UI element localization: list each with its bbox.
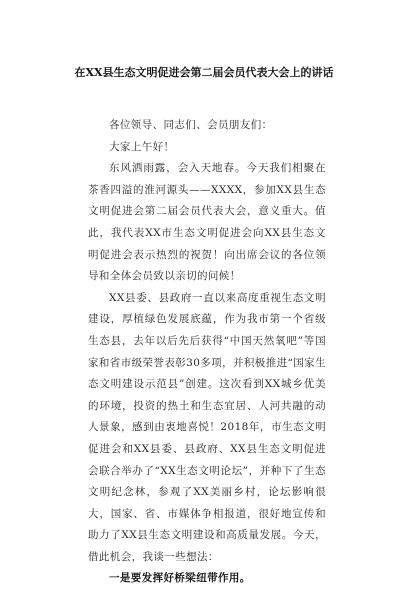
greeting-paragraph: 大家上午好！ (109, 140, 175, 153)
document-body (88, 115, 326, 590)
background-paragraph: XX县委、县政府一直以来高度重视生态文明建设，厚植绿色发展底蕴，作为我市第一个省级生态县，去年以后先后获得“中国天然氧吧”等国家和省市级荣誉表彰30多项，并积极推进“国家生态文明建设示范县”创建。这次看到XX城乡优美的环境，投资的热土和生态宜居、人河共融的动人景象，感到由衷地喜悦！2018年，市生态文明促进会和XX县委、县政府、XX县生态文明促进会联合举办了“XX生态文明论坛”，并种下了生态文明纪念林，参观了XX美丽乡村，论坛影响很大，国家、省、市媒体争相报道，很好地宣传和助力了XX县生态文明建设和高质量发展。今天，借此机会，我谈一些想法： (88, 291, 326, 563)
opening-paragraph: 东风洒雨露，会入天地春。今天我们相聚在茶香四溢的淮河源头——XXXX，参加XX县生态文明促进会第二届会员代表大会，意义重大。值此，我代表XX市生态文明促进会向XX县生态文明促进会表示热烈的祝贺！向出席会议的各位领导和全体会员致以亲切的问候！ (88, 162, 326, 283)
salutation-paragraph: 各位领导、同志们、会员朋友们： (109, 119, 273, 131)
document-title: 在XX县生态文明促进会第二届会员代表大会上的讲话 (74, 66, 334, 79)
first-point-heading: 一是要发挥好桥梁纽带作用。 (109, 572, 251, 585)
